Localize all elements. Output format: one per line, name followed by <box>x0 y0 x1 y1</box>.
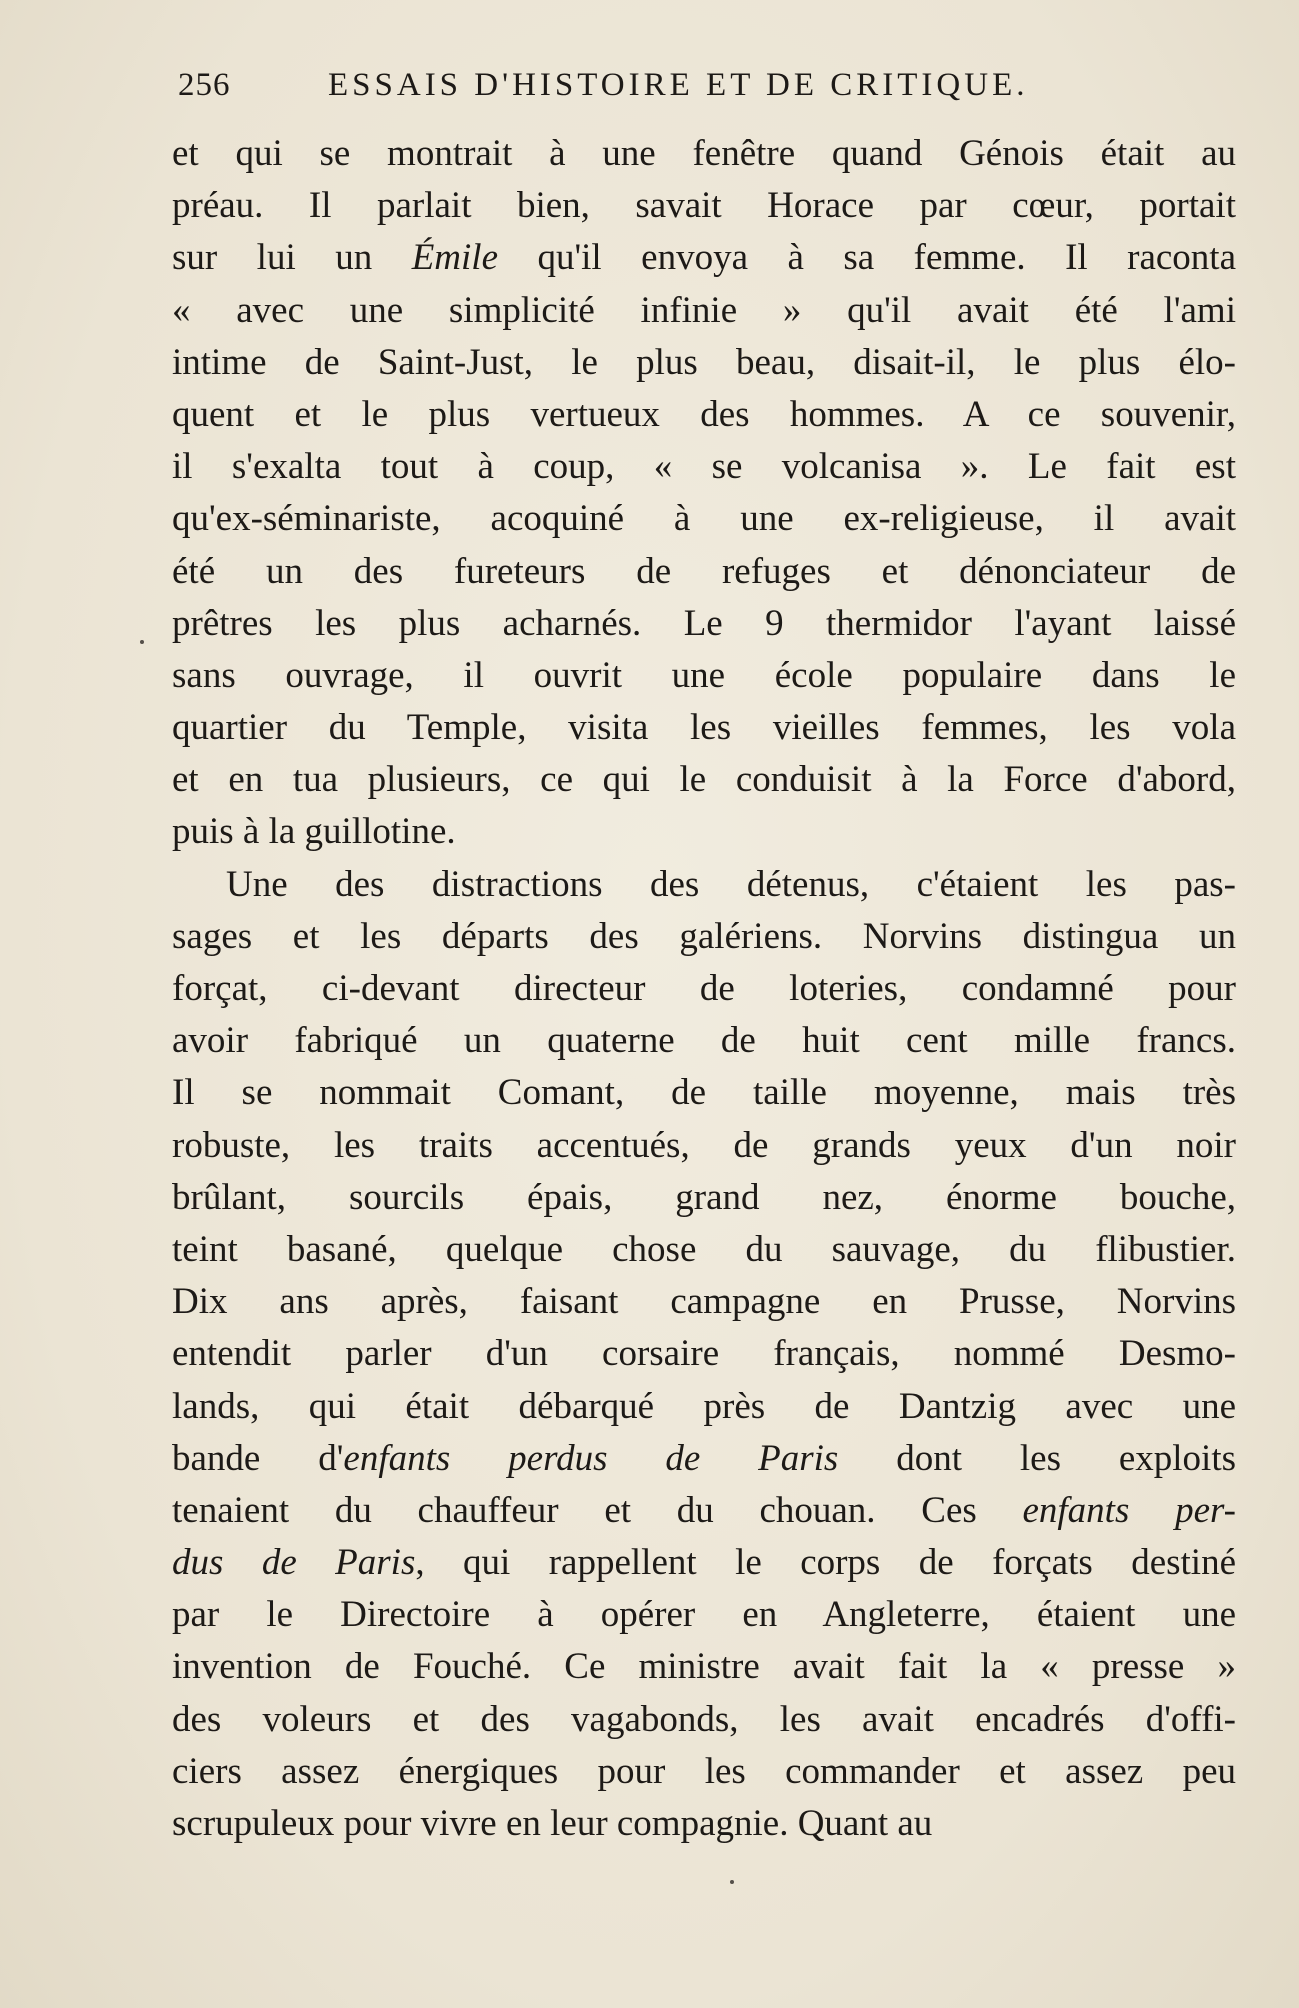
text-run: robuste, les traits accentués, de grands yeux d'un noir <box>172 1124 1236 1166</box>
text-line <box>172 806 1236 858</box>
italic-run: dus de Paris <box>172 1542 416 1584</box>
text-run: qu'ex-séminariste, acoquiné à une ex-religieuse, il avait <box>172 498 1236 540</box>
text-run: été un des fureteurs de refuges et dénonciateur de <box>172 550 1236 592</box>
ink-speck <box>140 640 144 644</box>
text-run: teint basané, quelque chose du sauvage, du flibustier. <box>172 1228 1236 1270</box>
text-run: brûlant, sourcils épais, grand nez, énorme bouche, <box>172 1176 1236 1218</box>
text-line <box>172 389 1236 441</box>
text-run: par le Directoire à opérer en Angleterre, étaient une <box>172 1594 1236 1636</box>
text-run: et en tua plusieurs, ce qui le conduisit à la Force d'abord, <box>172 759 1236 801</box>
text-run: il s'exalta tout à coup, « se volcanisa ». Le fait est <box>172 446 1236 488</box>
text-line <box>172 337 1236 389</box>
italic-run: enfants per- <box>1022 1489 1236 1531</box>
text-line <box>172 1798 1236 1850</box>
text-run: Une des distractions des détenus, c'étaient les pas- <box>226 863 1236 905</box>
text-run: scrupuleux pour vivre en leur compagnie. Quant au <box>172 1803 933 1844</box>
text-run: préau. Il parlait bien, savait Horace par cœur, portait <box>172 185 1236 227</box>
text-run: , qui rappellent le corps de forçats destiné <box>415 1542 1236 1584</box>
text-run: et qui se montrait à une fenêtre quand Génois était au <box>172 133 1236 174</box>
text-line <box>172 128 1236 180</box>
text-line <box>172 650 1236 702</box>
text-run: ciers assez énergiques pour les commander et assez peu <box>172 1750 1236 1792</box>
running-head <box>178 62 1108 108</box>
text-run: Il se nommait Comant, de taille moyenne, mais très <box>172 1072 1236 1114</box>
text-run: puis à la guillotine. <box>172 811 456 853</box>
text-line <box>172 911 1236 963</box>
text-line <box>172 1433 1236 1485</box>
text-line <box>172 702 1236 754</box>
italic-run: enfants perdus de Paris <box>343 1437 839 1479</box>
text-run: invention de Fouché. Ce ministre avait fait la « presse » <box>172 1646 1236 1688</box>
text-line <box>172 963 1236 1015</box>
text-run: lands, qui était débarqué près de Dantzig avec une <box>172 1385 1236 1427</box>
body-text <box>172 128 1236 1850</box>
text-run: sans ouvrage, il ouvrit une école populaire dans le <box>172 654 1236 696</box>
ink-speck <box>730 1880 734 1884</box>
text-line <box>172 859 1236 911</box>
text-line <box>172 1641 1236 1693</box>
text-line <box>172 1746 1236 1798</box>
text-line <box>172 754 1236 806</box>
text-line <box>172 1172 1236 1224</box>
text-run: dont les exploits <box>838 1437 1236 1479</box>
text-line <box>172 1015 1236 1067</box>
text-line <box>172 598 1236 650</box>
italic-run: Émile <box>411 237 498 279</box>
text-line <box>172 232 1236 284</box>
text-line <box>172 1589 1236 1641</box>
text-line <box>172 1694 1236 1746</box>
running-title: ESSAIS D'HISTOIRE ET DE CRITIQUE. <box>328 67 1029 103</box>
text-line <box>172 1381 1236 1433</box>
text-line <box>172 1276 1236 1328</box>
text-run: des voleurs et des vagabonds, les avait encadrés d'offi- <box>172 1698 1236 1740</box>
text-line <box>172 546 1236 598</box>
text-line <box>172 1120 1236 1172</box>
text-run: bande d' <box>172 1437 344 1479</box>
text-line <box>172 493 1236 545</box>
text-line <box>172 441 1236 493</box>
page-number: 256 <box>178 67 231 103</box>
text-line <box>172 285 1236 337</box>
text-line <box>172 1537 1236 1589</box>
text-run: Dix ans après, faisant campagne en Prusse, Norvins <box>172 1281 1236 1323</box>
text-run: forçat, ci-devant directeur de loteries, condamné pour <box>172 968 1236 1009</box>
text-run: avoir fabriqué un quaterne de huit cent mille francs. <box>172 1020 1236 1062</box>
text-run: prêtres les plus acharnés. Le 9 thermidor l'ayant laissé <box>172 602 1236 644</box>
text-run: sages et les départs des galériens. Norvins distingua un <box>172 915 1236 957</box>
text-run: « avec une simplicité infinie » qu'il avait été l'ami <box>172 289 1236 331</box>
text-run: intime de Saint-Just, le plus beau, disait-il, le plus élo- <box>172 341 1236 383</box>
text-line <box>172 180 1236 232</box>
text-run: sur lui un <box>172 237 412 279</box>
text-run: quartier du Temple, visita les vieilles femmes, les vola <box>172 707 1236 749</box>
text-run: tenaient du chauffeur et du chouan. Ces <box>172 1489 1023 1531</box>
text-run: entendit parler d'un corsaire français, nommé Desmo- <box>172 1333 1236 1375</box>
text-line <box>172 1067 1236 1119</box>
text-run: quent et le plus vertueux des hommes. A ce souvenir, <box>172 393 1236 435</box>
text-line <box>172 1485 1236 1537</box>
text-line <box>172 1224 1236 1276</box>
text-run: qu'il envoya à sa femme. Il raconta <box>498 237 1236 279</box>
text-line <box>172 1328 1236 1380</box>
